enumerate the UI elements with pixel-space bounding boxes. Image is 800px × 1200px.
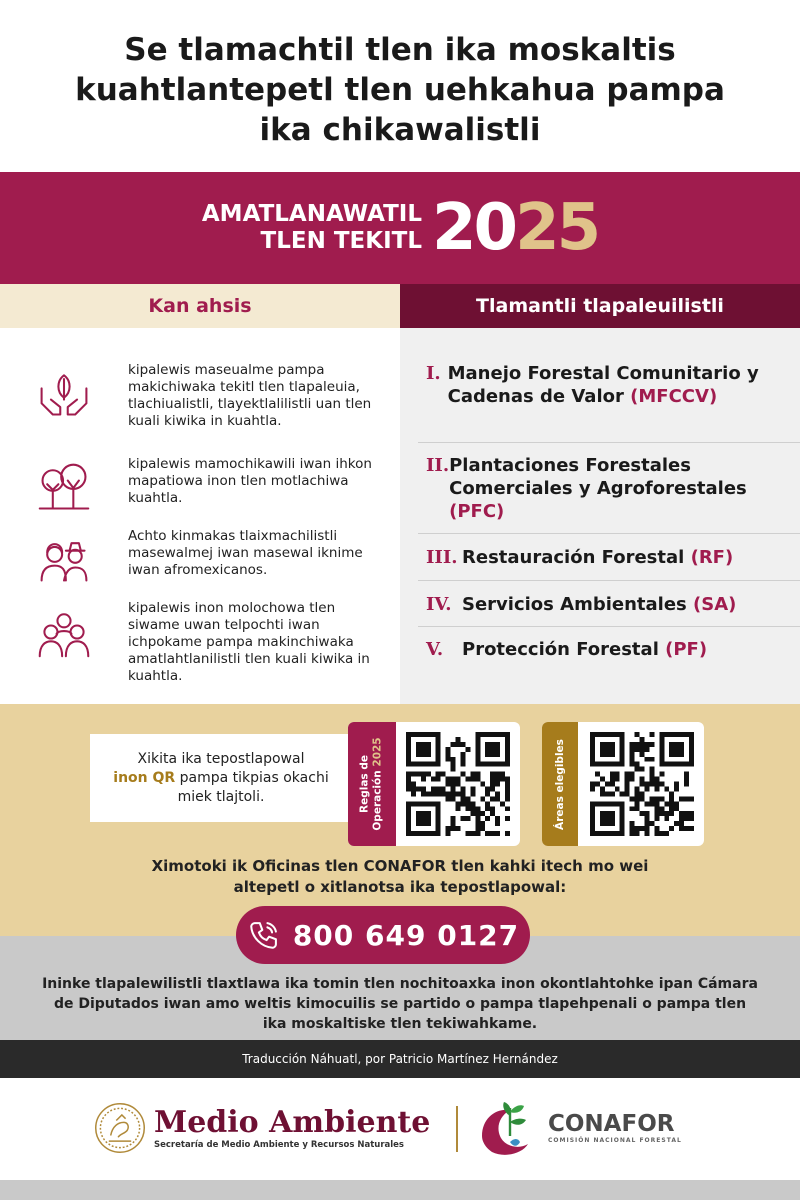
line-name: Plantaciones Forestales Comerciales y Agroforestales [449,455,747,499]
divider [418,626,800,627]
hands-leaf-icon [36,366,92,422]
eligibility-text: kipalewis inon molochowa tlen siwame uwan telpochti iwan ichpokame pampa makinchiwaka amatlahtlanilistli tlen kuali kiwika in kuahtla. [128,600,370,684]
line-name: Manejo Forestal Comunitario y Cadenas de Valor [447,363,759,407]
line-code: (PF) [665,639,708,660]
banner-year [432,191,599,265]
line-number: II. [426,455,450,476]
line-number: I. [426,363,441,384]
line-code: (RF) [690,547,734,568]
qr-tag-label: Reglas de [359,755,372,813]
indigenous-people-icon [36,532,92,588]
qr-card-eligible-areas[interactable] [542,722,704,846]
medio-ambiente-logo [92,1100,430,1156]
banner-line1: AMATLANAWATIL [201,201,422,227]
eligibility-item [0,456,400,516]
qr-tag [542,722,578,846]
qr-card-operation-rules[interactable] [348,722,520,846]
support-line-item [426,454,800,523]
support-lines-header: Tlamantli tlapaleuilistli [400,284,800,328]
year-banner [0,172,800,284]
qr-prompt-text-2: pampa tikpias okachi miek tlajtoli. [177,769,329,805]
eligibility-text: Achto kinmakas tlaixmachilistli masewalmej iwan masewal iknime iwan afromexicanos. [128,528,363,578]
phone-icon [247,918,281,952]
banner-year-part2: 25 [515,191,599,265]
mexico-coat-of-arms-icon [92,1100,148,1156]
page-title: Se tlamachtil tlen ika moskaltis kuahtlantepetl tlen uehkahua pampa ika chikawalistli [75,32,725,148]
contact-text: Ximotoki ik Oficinas tlen CONAFOR tlen kahki itech mo wei altepetl o xitlanotsa ika tepostlapowal: [151,857,649,896]
eligibility-text: kipalewis mamochikawili iwan ihkon mapatiowa inon tlen motlachiwa kuahtla. [128,456,372,506]
conafor-logo [474,1096,682,1158]
line-code: (PFC) [449,501,505,522]
translation-credit: Traducción Náhuatl, por Patricio Martínez Hernández [0,1040,800,1078]
medio-ambiente-subtitle: Secretaría de Medio Ambiente y Recursos Naturales [154,1140,404,1150]
qr-section [0,704,800,936]
banner-year-part1: 20 [432,191,516,265]
support-line-item [426,546,800,569]
line-name: Restauración Forestal [462,547,685,568]
footer-bottom-bar [0,1180,800,1200]
line-name: Servicios Ambientales [462,594,687,615]
line-number: III. [426,547,458,568]
line-name: Protección Forestal [462,639,659,660]
conafor-subtitle: COMISIÓN NACIONAL FORESTAL [548,1136,682,1144]
qr-tag [348,722,396,846]
medio-ambiente-title: Medio Ambiente [154,1105,431,1140]
phone-button[interactable] [236,906,530,964]
divider [418,442,800,443]
line-number: IV. [426,594,452,615]
qr-code[interactable] [406,732,510,836]
line-code: (MFCCV) [630,386,718,407]
qr-tag-year: 2025 [372,737,385,767]
support-line-item [426,362,800,408]
qr-tag-label-2: Operación [372,770,385,831]
logo-divider [456,1106,458,1152]
conafor-emblem-icon [474,1096,544,1158]
support-line-item [426,638,800,661]
qr-prompt [90,734,352,822]
support-line-item [426,593,800,616]
eligibility-item [0,600,400,685]
banner-text [202,201,422,255]
qr-code[interactable] [590,732,694,836]
banner-line2: TLEN TEKITL [260,228,422,254]
eligibility-text: kipalewis maseualme pampa makichiwaka tekitl tlen tlapaleuia, tlachiualistli, tlayektlalilistli uan tlen kuali kiwika in kuahtla. [128,362,372,429]
community-group-icon [36,604,92,660]
conafor-title: CONAFOR [548,1110,675,1137]
qr-prompt-text: Xikita ika tepostlapowal [137,750,305,767]
eligibility-item [0,528,400,588]
eligibility-header: Kan ahsis [0,284,400,328]
phone-number: 800 649 0127 [292,918,520,952]
trees-icon [36,460,92,516]
disclaimer-text: Ininke tlapalewilistli tlaxtlawa ika tomin tlen nochitoaxka inon okontlahtohke ipan Cámara de Diputados iwan amo weltis kimocuilis se partido o pampa tlapehpenali o pampa tlen ika moskaltiske tlen tekiwahkame. [42,976,758,1032]
qr-prompt-highlight: inon QR [113,769,176,786]
divider [418,580,800,581]
line-number: V. [426,639,444,660]
qr-tag-label: Áreas elegibles [553,738,566,830]
eligibility-item [0,362,400,430]
line-code: (SA) [693,594,737,615]
divider [418,533,800,534]
